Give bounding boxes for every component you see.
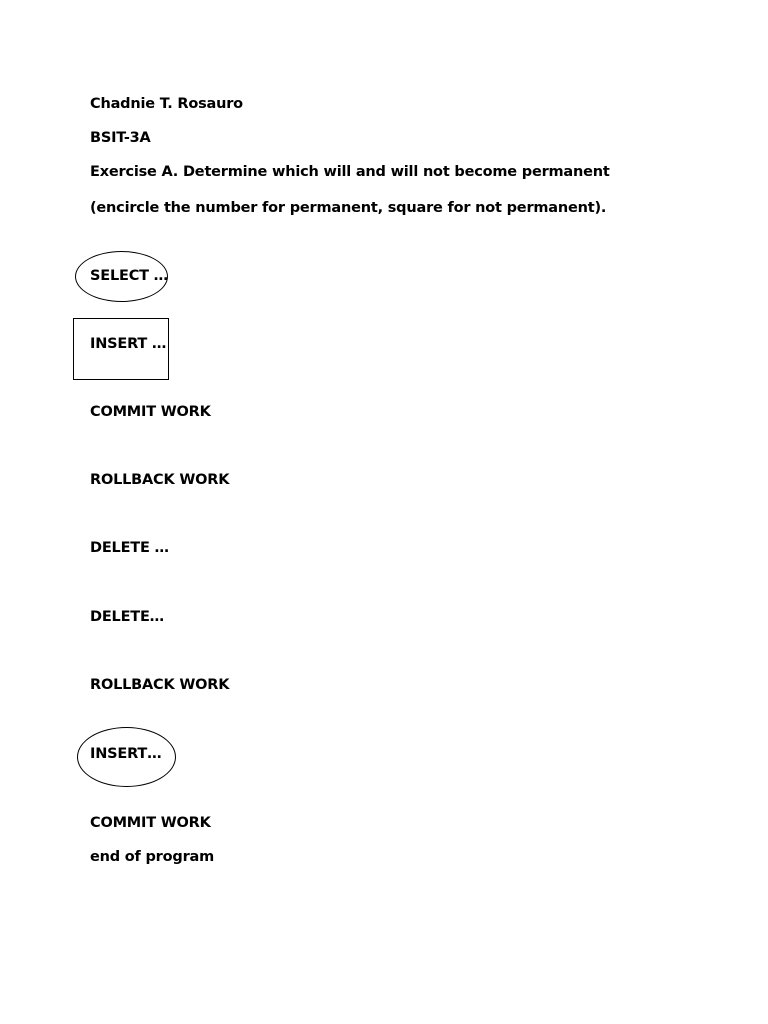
item-select: SELECT … bbox=[90, 268, 168, 284]
item-commit-work-2: COMMIT WORK bbox=[90, 815, 211, 831]
item-delete-2: DELETE… bbox=[90, 609, 164, 625]
student-name: Chadnie T. Rosauro bbox=[90, 96, 243, 112]
item-rollback-work: ROLLBACK WORK bbox=[90, 472, 230, 488]
student-section: BSIT-3A bbox=[90, 130, 151, 146]
exercise-instruction-line-2: (encircle the number for permanent, square for not permanent). bbox=[90, 200, 607, 216]
item-delete: DELETE … bbox=[90, 540, 169, 556]
item-insert: INSERT … bbox=[90, 336, 167, 352]
item-commit-work: COMMIT WORK bbox=[90, 404, 211, 420]
item-insert-2: INSERT… bbox=[90, 746, 162, 762]
exercise-instruction-line-1: Exercise A. Determine which will and will not become permanent bbox=[90, 164, 610, 180]
end-of-program: end of program bbox=[90, 849, 215, 865]
item-rollback-work-2: ROLLBACK WORK bbox=[90, 677, 230, 693]
